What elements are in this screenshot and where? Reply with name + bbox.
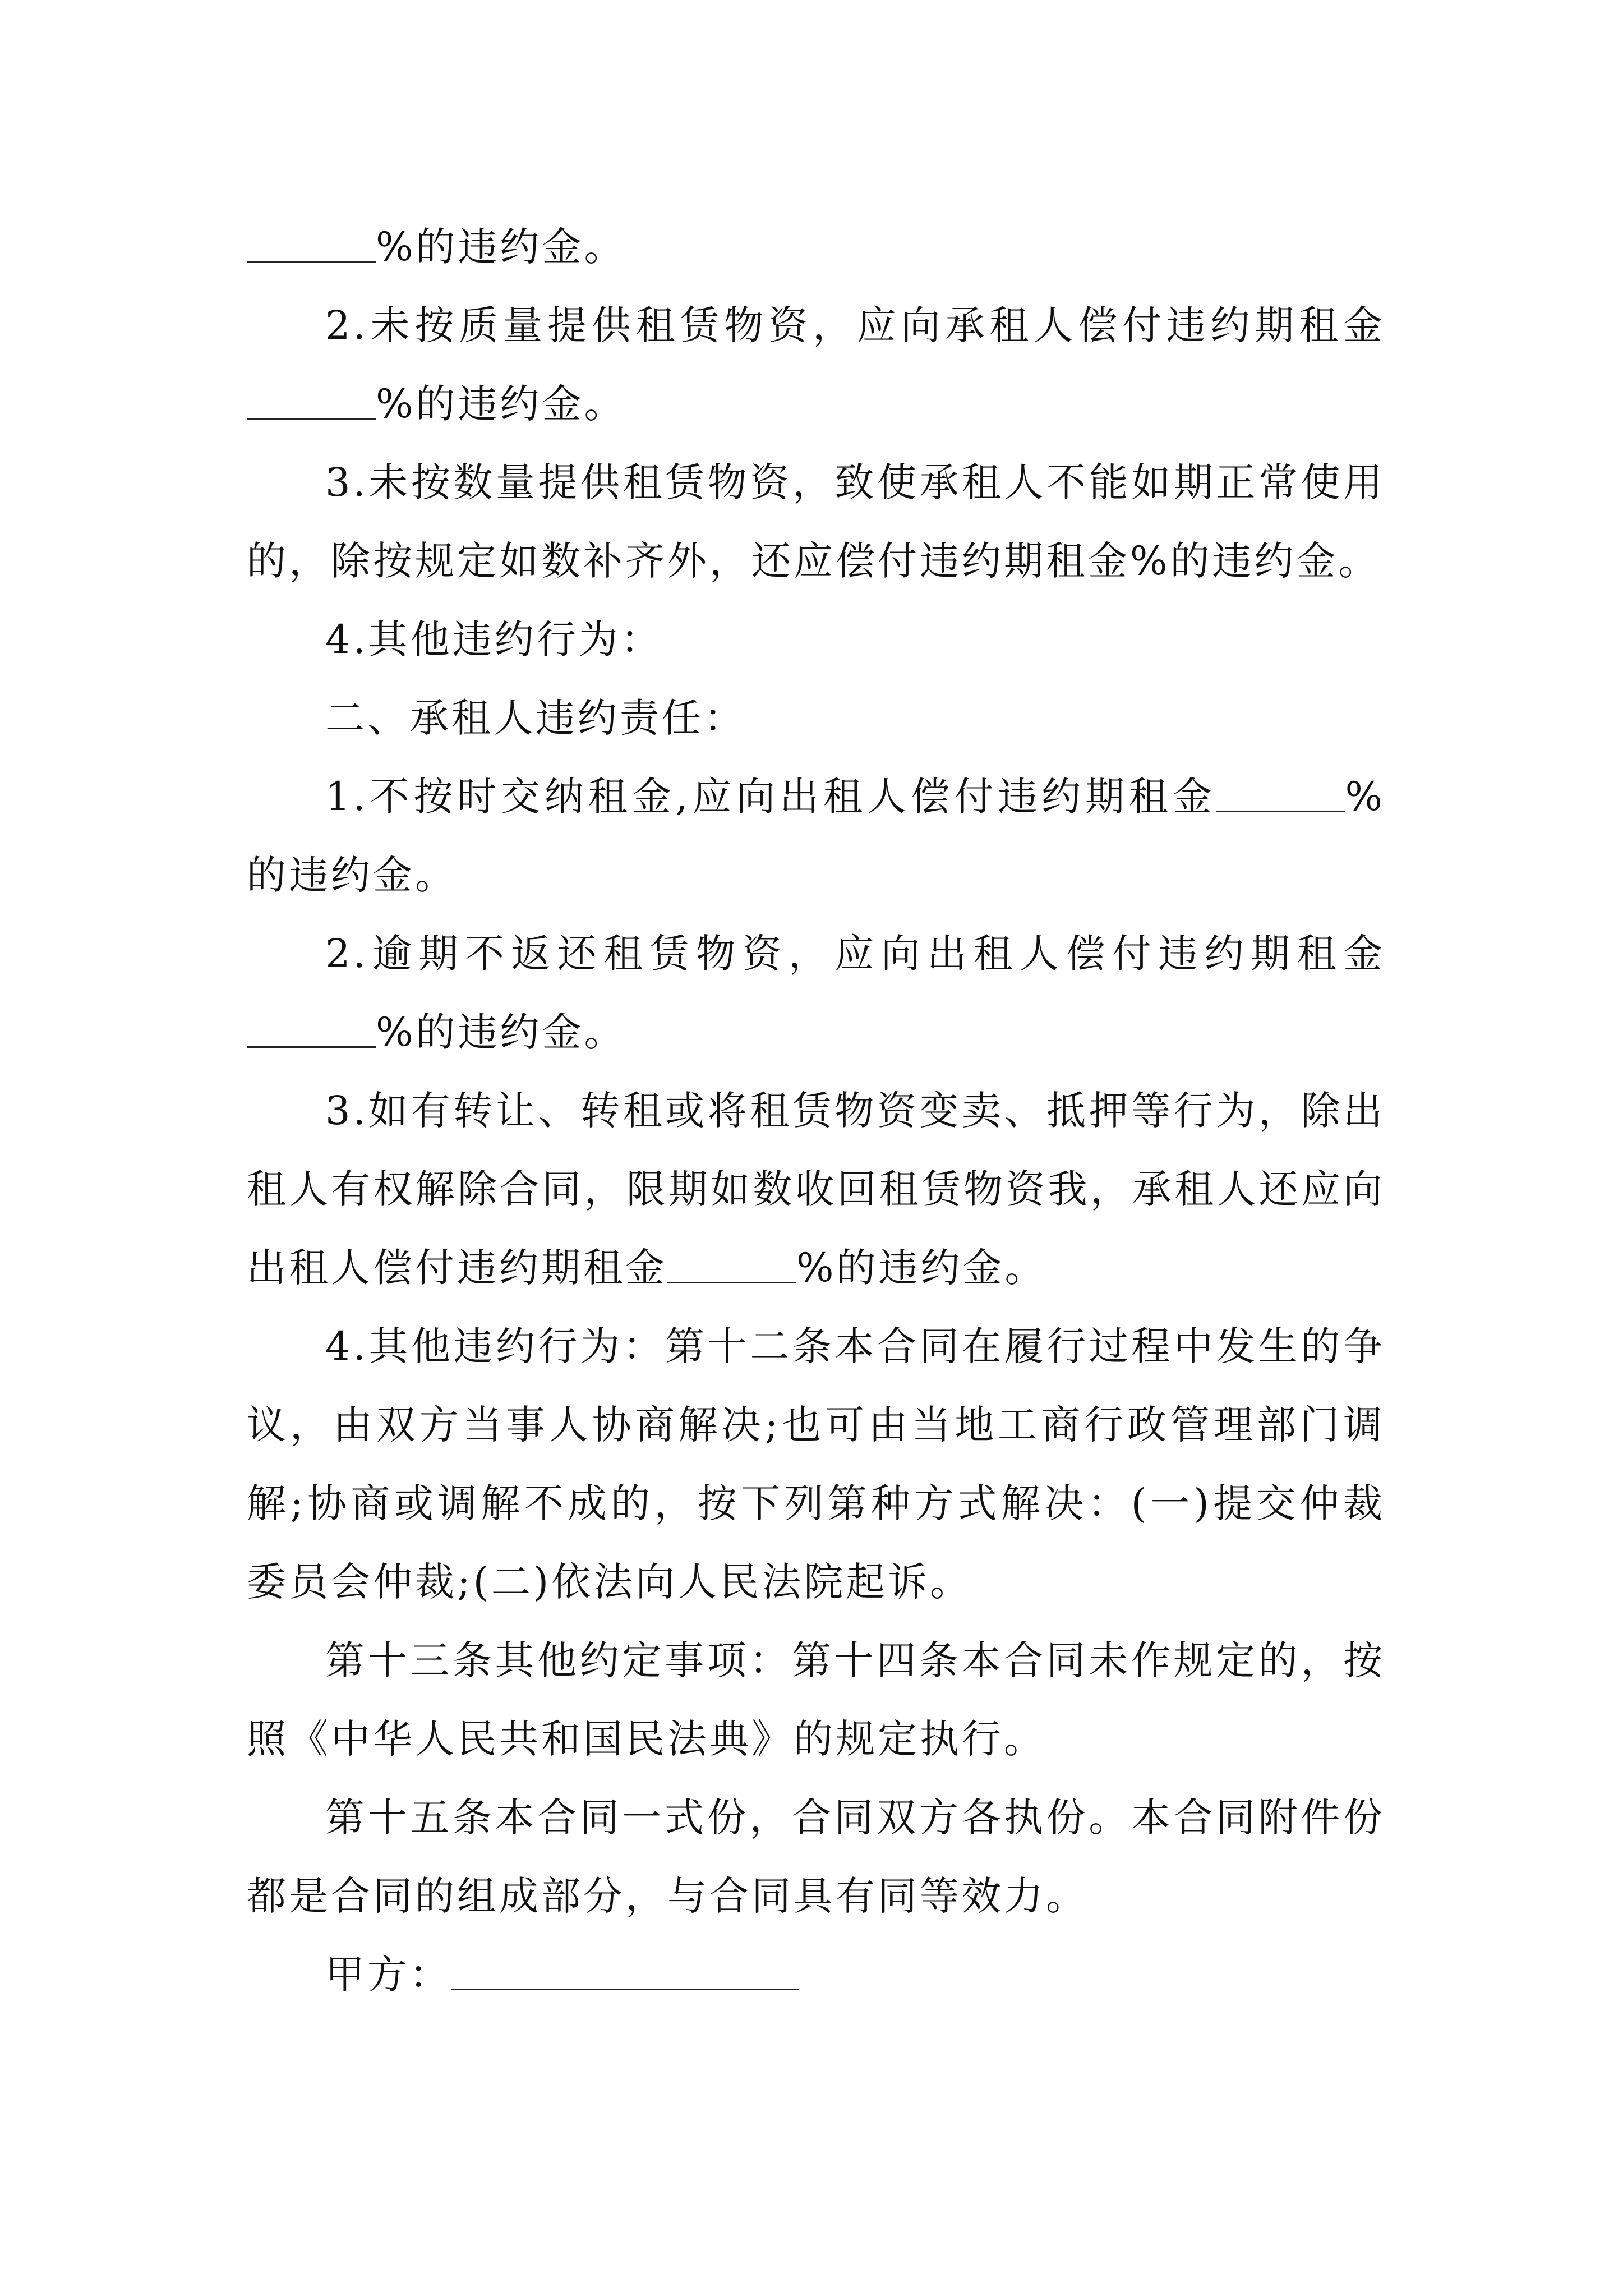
paragraph-overdue-return: 2.逾期不返还租赁物资，应向出租人偿付违约期租金%的违约金。 [247,914,1385,1071]
paragraph-other-breach-lessor: 4.其他违约行为： [325,616,663,662]
paragraph-late-rent: 1.不按时交纳租金,应向出租人偿付违约期租金 %的违约金。 [247,757,1385,914]
signature-line [451,1949,799,1990]
blank-field [247,1007,376,1048]
contract-body [247,208,1385,2014]
blank-field [1216,771,1345,812]
blank-field [667,1243,796,1283]
paragraph-quantity-breach: 3.未按数量提供租赁物资，致使承租人不能如期正常使用的，除按规定如数补齐外，还应偿付违约期租金%的违约金。 [247,459,1385,584]
paragraph-article-15: 第十五条本合同一式份，合同双方各执份。本合同附件份都是合同的组成部分，与合同具有同等效力。 [247,1795,1385,1919]
paragraph-penalty-continuation: %的违约金。 [247,208,1385,286]
paragraph-quality-breach: 2.未按质量提供租赁物资，应向承租人偿付违约期租金%的违约金。 [247,286,1385,443]
blank-field [247,222,376,263]
paragraph-article-13-14: 第十三条其他约定事项：第十四条本合同未作规定的，按照《中华人民共和国民法典》的规定执行。 [247,1637,1385,1762]
paragraph-transfer-breach: 3.如有转让、转租或将租赁物资变卖、抵押等行为，除出租人有权解除合同，限期如数收回租赁物资我，承租人还应向出租人偿付违约期租金 %的违约金。 [247,1088,1385,1291]
blank-field [247,379,376,420]
paragraph-dispute-resolution: 4.其他违约行为：第十二条本合同在履行过程中发生的争议，由双方当事人协商解决;也可由当地工商行政管理部门调解;协商或调解不成的，按下列第种方式解决：(一)提交仲裁委员会仲裁;(二)依法向人民法院起诉。 [247,1323,1385,1605]
section-heading-lessee-liability: 二、承租人违约责任： [325,695,746,741]
signature-party-a: 甲方： [247,1935,1385,2014]
